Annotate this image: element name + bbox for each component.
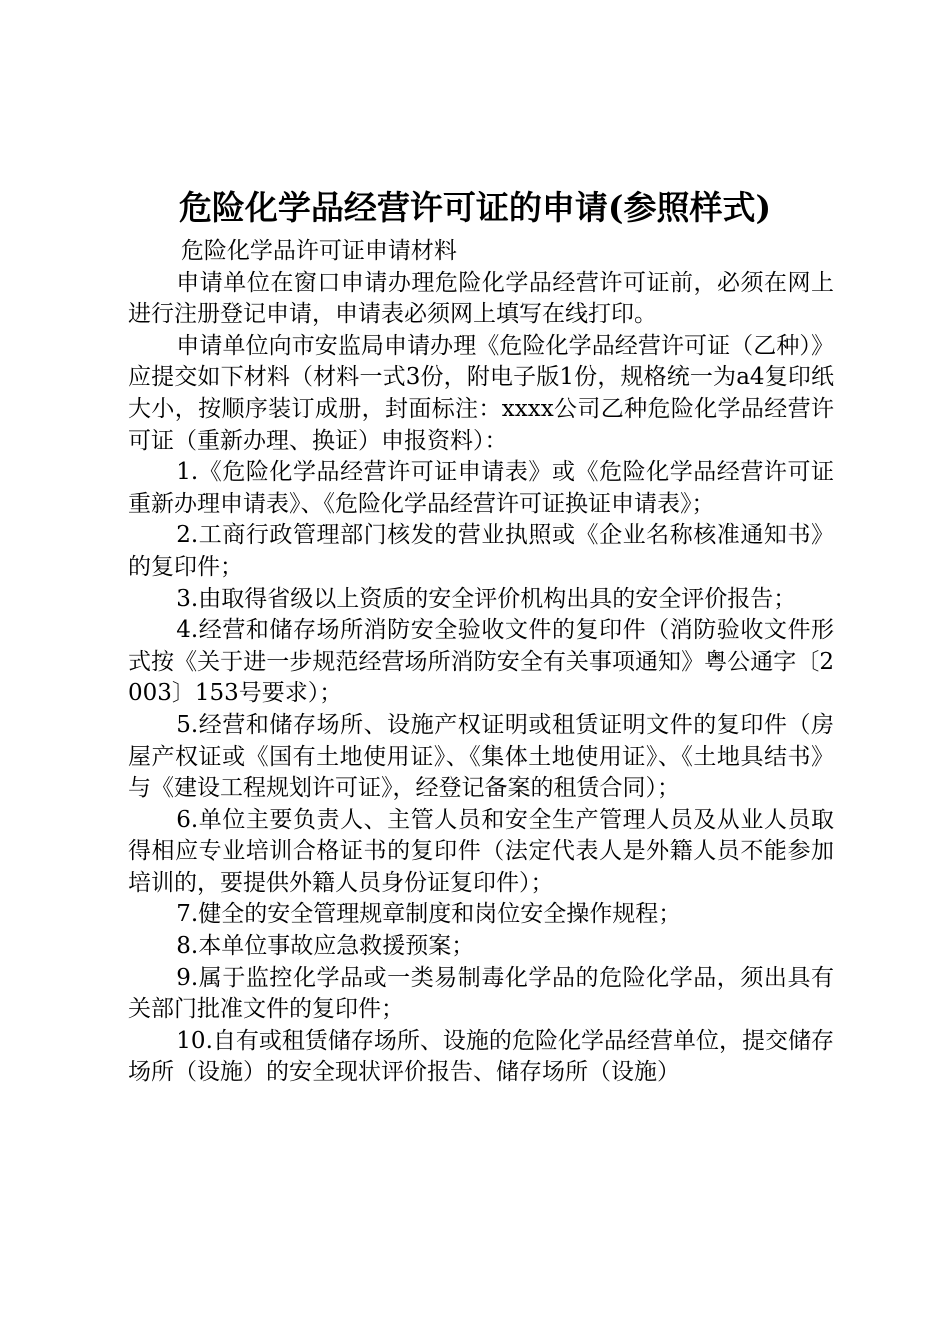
list-item-9: 9.属于监控化学品或一类易制毒化学品的危险化学品，须出具有关部门批准文件的复印件；	[128, 964, 834, 1023]
document-title: 危险化学品经营许可证的申请(参照样式)	[178, 188, 772, 227]
list-item-4: 4.经营和储存场所消防安全验收文件的复印件（消防验收文件形式按《关于进一步规范经营场所消防安全有关事项通知》粤公通字〔2003〕153号要求）；	[128, 617, 834, 707]
paragraph-intro: 申请单位在窗口申请办理危险化学品经营许可证前，必须在网上进行注册登记申请，申请表必须网上填写在线打印。	[128, 269, 834, 328]
list-item-7: 7.健全的安全管理规章制度和岗位安全操作规程；	[176, 901, 682, 928]
list-item-3: 3.由取得省级以上资质的安全评价机构出具的安全评价报告；	[176, 585, 797, 612]
list-item-2: 2.工商行政管理部门核发的营业执照或《企业名称核准通知书》的复印件；	[128, 522, 834, 580]
paragraph-requirements: 申请单位向市安监局申请办理《危险化学品经营许可证（乙种）》应提交如下材料（材料一式3份，附电子版1份，规格统一为a4复印纸大小，按顺序装订成册，封面标注：xxxx公司乙种危险化学品经营许可证（重新办理、换证）申报资料）：	[128, 332, 834, 454]
list-item-1: 1.《危险化学品经营许可证申请表》或《危险化学品经营许可证重新办理申请表》、《危险化学品经营许可证换证申请表》；	[128, 459, 834, 517]
list-item-10: 10.自有或租赁储存场所、设施的危险化学品经营单位，提交储存场所（设施）的安全现状评价报告、储存场所（设施）	[128, 1027, 834, 1086]
list-item-6: 6.单位主要负责人、主管人员和安全生产管理人员及从业人员取得相应专业培训合格证书的复印件（法定代表人是外籍人员不能参加培训的，要提供外籍人员身份证复印件）；	[128, 806, 834, 896]
list-item-8: 8.本单位事故应急救援预案；	[176, 933, 475, 960]
paragraph-subtitle: 危险化学品许可证申请材料	[180, 238, 457, 264]
list-item-5: 5.经营和储存场所、设施产权证明或租赁证明文件的复印件（房屋产权证或《国有土地使用证》、《集体土地使用证》、《土地具结书》与《建设工程规划许可证》，经登记备案的租赁合同）；	[128, 711, 834, 802]
document-body	[128, 236, 834, 1089]
